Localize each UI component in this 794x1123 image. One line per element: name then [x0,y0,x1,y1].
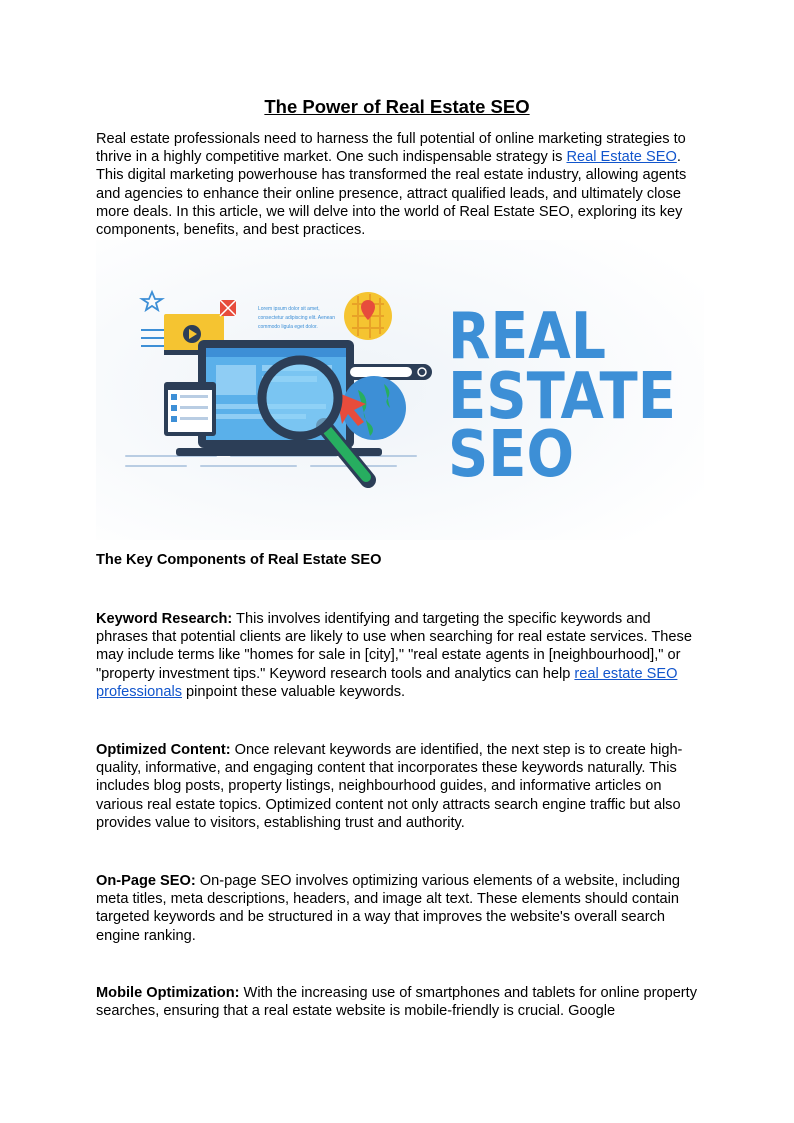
keyword-research-paragraph [96,610,698,701]
optimized-content-text: Once relevant keywords are identified, the next step is to create high-quality, informative, and engaging content that incorporates these keywords naturally. This includes blog posts, property listings, neighbourhood guides, and informative articles on various real estate topics. Optimized content not only attracts search engine traffic but also provides value to visitors, establishing trust and authority. [96,742,683,831]
intro-paragraph [96,130,698,239]
caption-line-3: commodo ligula eget dolor. [258,324,318,330]
mobile-optimization-paragraph [96,984,698,1020]
list-card-icon [164,382,216,436]
page-title: The Power of Real Estate SEO [264,96,530,117]
keyword-research-text: This involves identifying and targeting the specific keywords and phrases that potential clients are likely to use when searching for real estate services. These may include terms like "homes for sale in [city]," "real estate agents in [neighbourhood]," or "property investment tips." Keyword research tools and analytics can help [96,611,692,682]
on-page-seo-text: On-page SEO involves optimizing various elements of a website, including meta titles, meta descriptions, headers, and image alt text. These elements should contain targeted keywords and be structured in a way that improves the website's overall search engine ranking. [96,873,681,944]
mobile-optimization-label: Mobile Optimization: [96,985,240,1001]
mail-icon [220,300,236,316]
intro-text: Real estate professionals need to harness the full potential of online marketing strategies to thrive in a highly competitive market. One such indispensable strategy is [96,131,686,166]
seo-professionals-link[interactable]: real estate SEO professionals [96,665,678,700]
on-page-seo-paragraph [96,872,698,945]
intro-text-end: . This digital marketing powerhouse has transformed the real estate industry, allowing agents and agencies to enhance their online presence, attract qualified leads, and ultimately close more deals. In this article, we will delve into the world of Real Estate SEO, exploring its key components, benefits, and best practices. [96,149,687,239]
caption-line-1: Lorem ipsum dolor sit amet, [258,306,320,312]
caption-line-2: consectetur adipiscing elit. Aenean [258,315,335,321]
hero-image [96,240,704,540]
wordmark-line-real: REAL [448,300,606,374]
on-page-seo-label: On-Page SEO: [96,873,196,889]
real-estate-seo-link[interactable]: Real Estate SEO [566,149,677,166]
components-heading: The Key Components of Real Estate SEO [96,552,382,568]
mobile-optimization-text: With the increasing use of smartphones and tablets for online property searches, ensuring that a real estate website is mobile-friendly is crucial. Google [96,985,698,1020]
map-icon [344,292,392,340]
search-bar-icon [346,364,432,380]
keyword-research-text-end: pinpoint these valuable keywords. [182,683,406,700]
optimized-content-label: Optimized Content: [96,742,231,758]
keyword-research-label: Keyword Research: [96,611,233,627]
wordmark-line-seo: SEO [448,418,574,492]
optimized-content-paragraph [96,741,698,832]
wordmark-line-estate: ESTATE [448,360,676,434]
